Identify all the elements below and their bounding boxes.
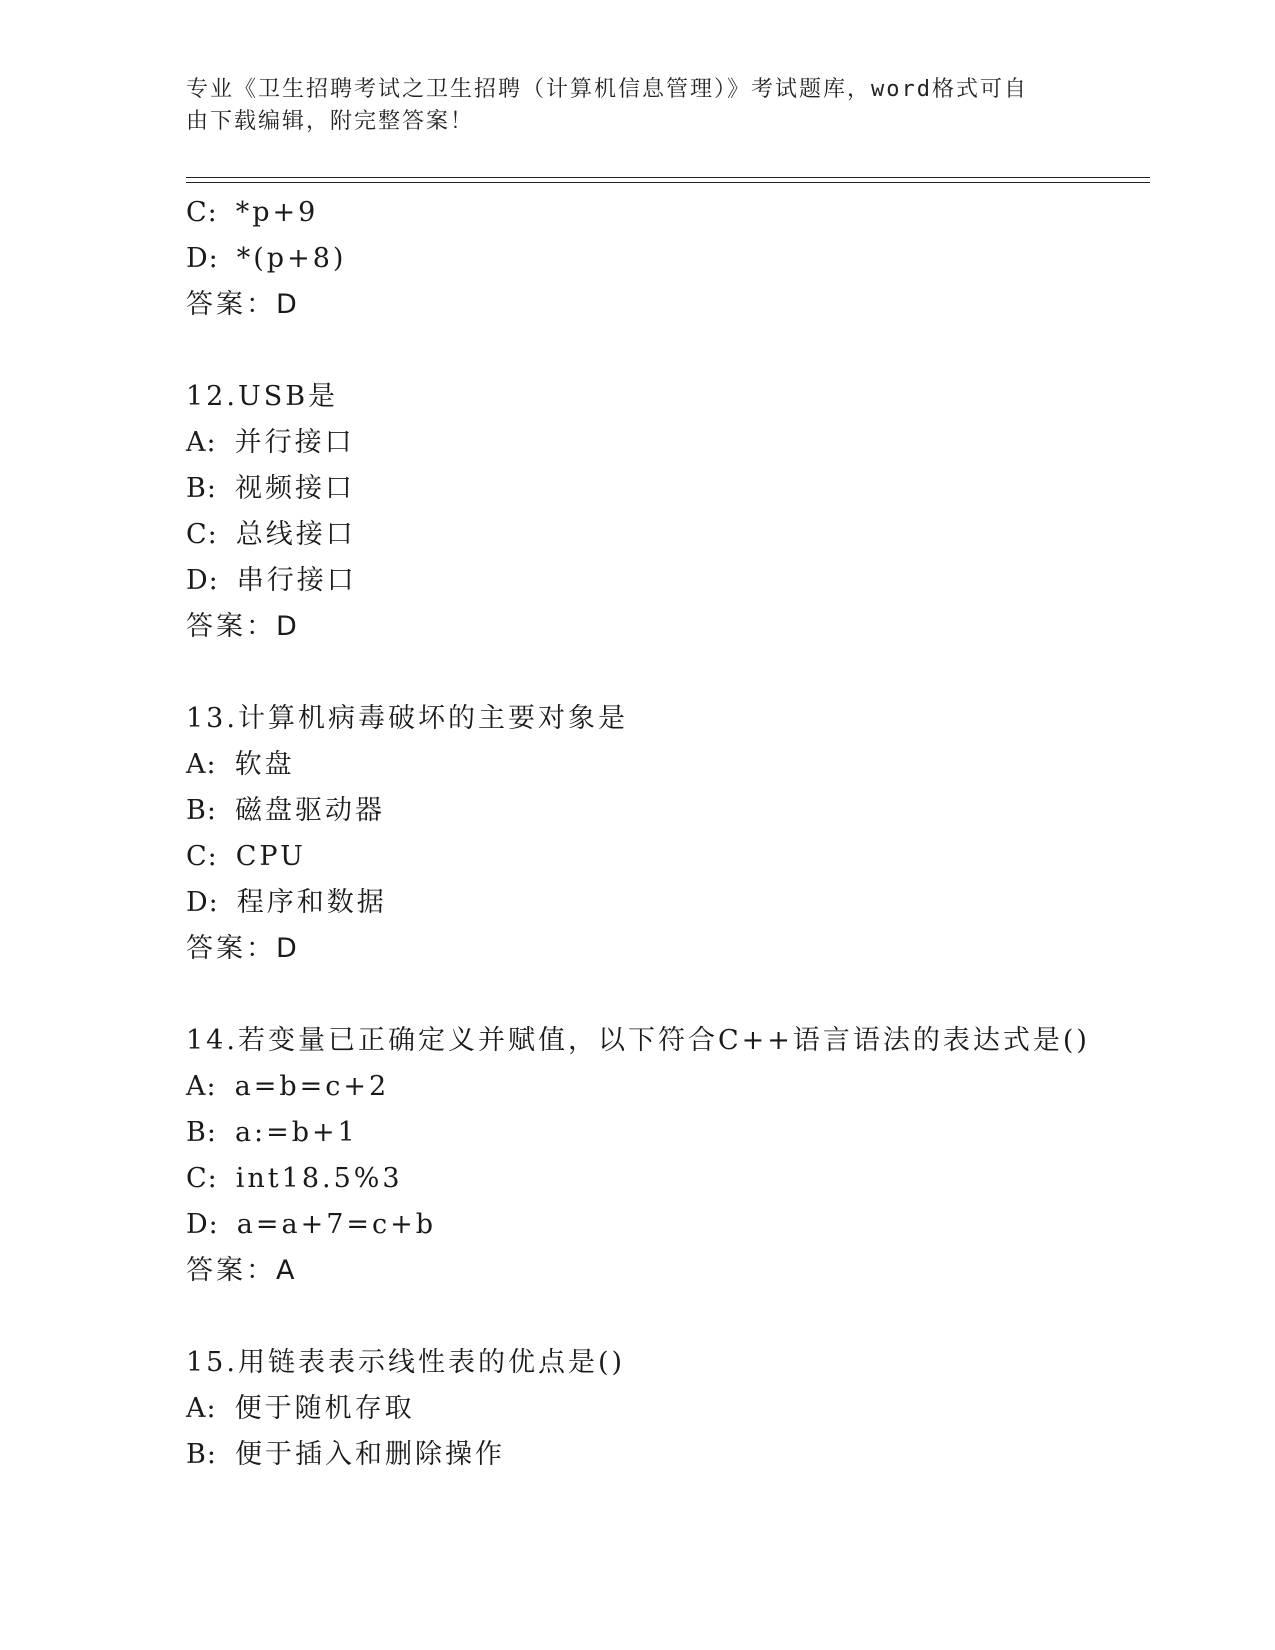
option-c [186,834,1146,880]
spacer [186,972,1146,1018]
option-prefix: C: [186,841,218,872]
option-d [186,1202,1146,1248]
option-d [186,236,1146,282]
option-prefix: B: [186,1117,217,1148]
option-d [186,880,1146,926]
answer-line: 答案：D [186,611,300,642]
header-line-2: 由下载编辑，附完整答案！ [186,109,475,134]
option-prefix: A: [186,1393,217,1424]
option-text: 磁盘驱动器 [234,795,385,826]
question-list [186,190,1146,1478]
option-text: a=a+7=c+b [236,1209,437,1240]
option-text: 串行接口 [236,565,357,596]
option-text: 程序和数据 [236,887,387,918]
option-text: 便于插入和删除操作 [234,1439,505,1470]
option-a [186,1064,1146,1110]
question-15 [186,1340,1146,1478]
header-divider-bottom [186,182,1150,183]
header-line-1: 专业《卫生招聘考试之卫生招聘（计算机信息管理）》考试题库，word格式可自 [186,77,1028,102]
question-title: 14.若变量已正确定义并赋值，以下符合C++语言语法的表达式是() [186,1025,1090,1056]
option-b [186,1110,1146,1156]
option-prefix: D: [186,887,219,918]
option-b [186,466,1146,512]
option-d [186,558,1146,604]
option-prefix: D: [186,243,219,274]
spacer [186,1294,1146,1340]
answer-line: 答案：A [186,1255,298,1286]
option-prefix: A: [186,427,217,458]
option-text: int18.5%3 [235,1163,403,1194]
answer-line: 答案：D [186,933,300,964]
option-text: CPU [235,841,306,872]
option-prefix: C: [186,519,218,550]
option-prefix: D: [186,565,219,596]
option-prefix: A: [186,749,217,780]
option-a [186,420,1146,466]
option-text: 便于随机存取 [234,1393,415,1424]
option-text: 视频接口 [234,473,355,504]
option-a [186,742,1146,788]
option-text: a=b=c+2 [234,1071,390,1102]
spacer [186,650,1146,696]
option-a [186,1386,1146,1432]
option-prefix: C: [186,197,218,228]
option-prefix: C: [186,1163,218,1194]
option-text: 并行接口 [234,427,355,458]
question-title: 13.计算机病毒破坏的主要对象是 [186,703,628,734]
answer-line: 答案：D [186,289,300,320]
option-c [186,512,1146,558]
option-prefix: B: [186,473,217,504]
option-text: *p+9 [235,197,319,228]
spacer [186,328,1146,374]
option-text: a:=b+1 [234,1117,358,1148]
option-c [186,190,1146,236]
option-prefix: D: [186,1209,219,1240]
option-b [186,1432,1146,1478]
question-13 [186,696,1146,972]
option-text: *(p+8) [236,243,347,274]
option-text: 软盘 [234,749,295,780]
option-text: 总线接口 [235,519,356,550]
option-prefix: A: [186,1071,217,1102]
option-prefix: B: [186,795,217,826]
header-divider-top [186,177,1150,178]
document-header [186,74,1066,138]
question-12 [186,374,1146,650]
question-14 [186,1018,1146,1294]
question-11-tail [186,190,1146,328]
option-c [186,1156,1146,1202]
question-title: 15.用链表表示线性表的优点是() [186,1347,626,1378]
option-b [186,788,1146,834]
option-prefix: B: [186,1439,217,1470]
question-title: 12.USB是 [186,381,339,412]
